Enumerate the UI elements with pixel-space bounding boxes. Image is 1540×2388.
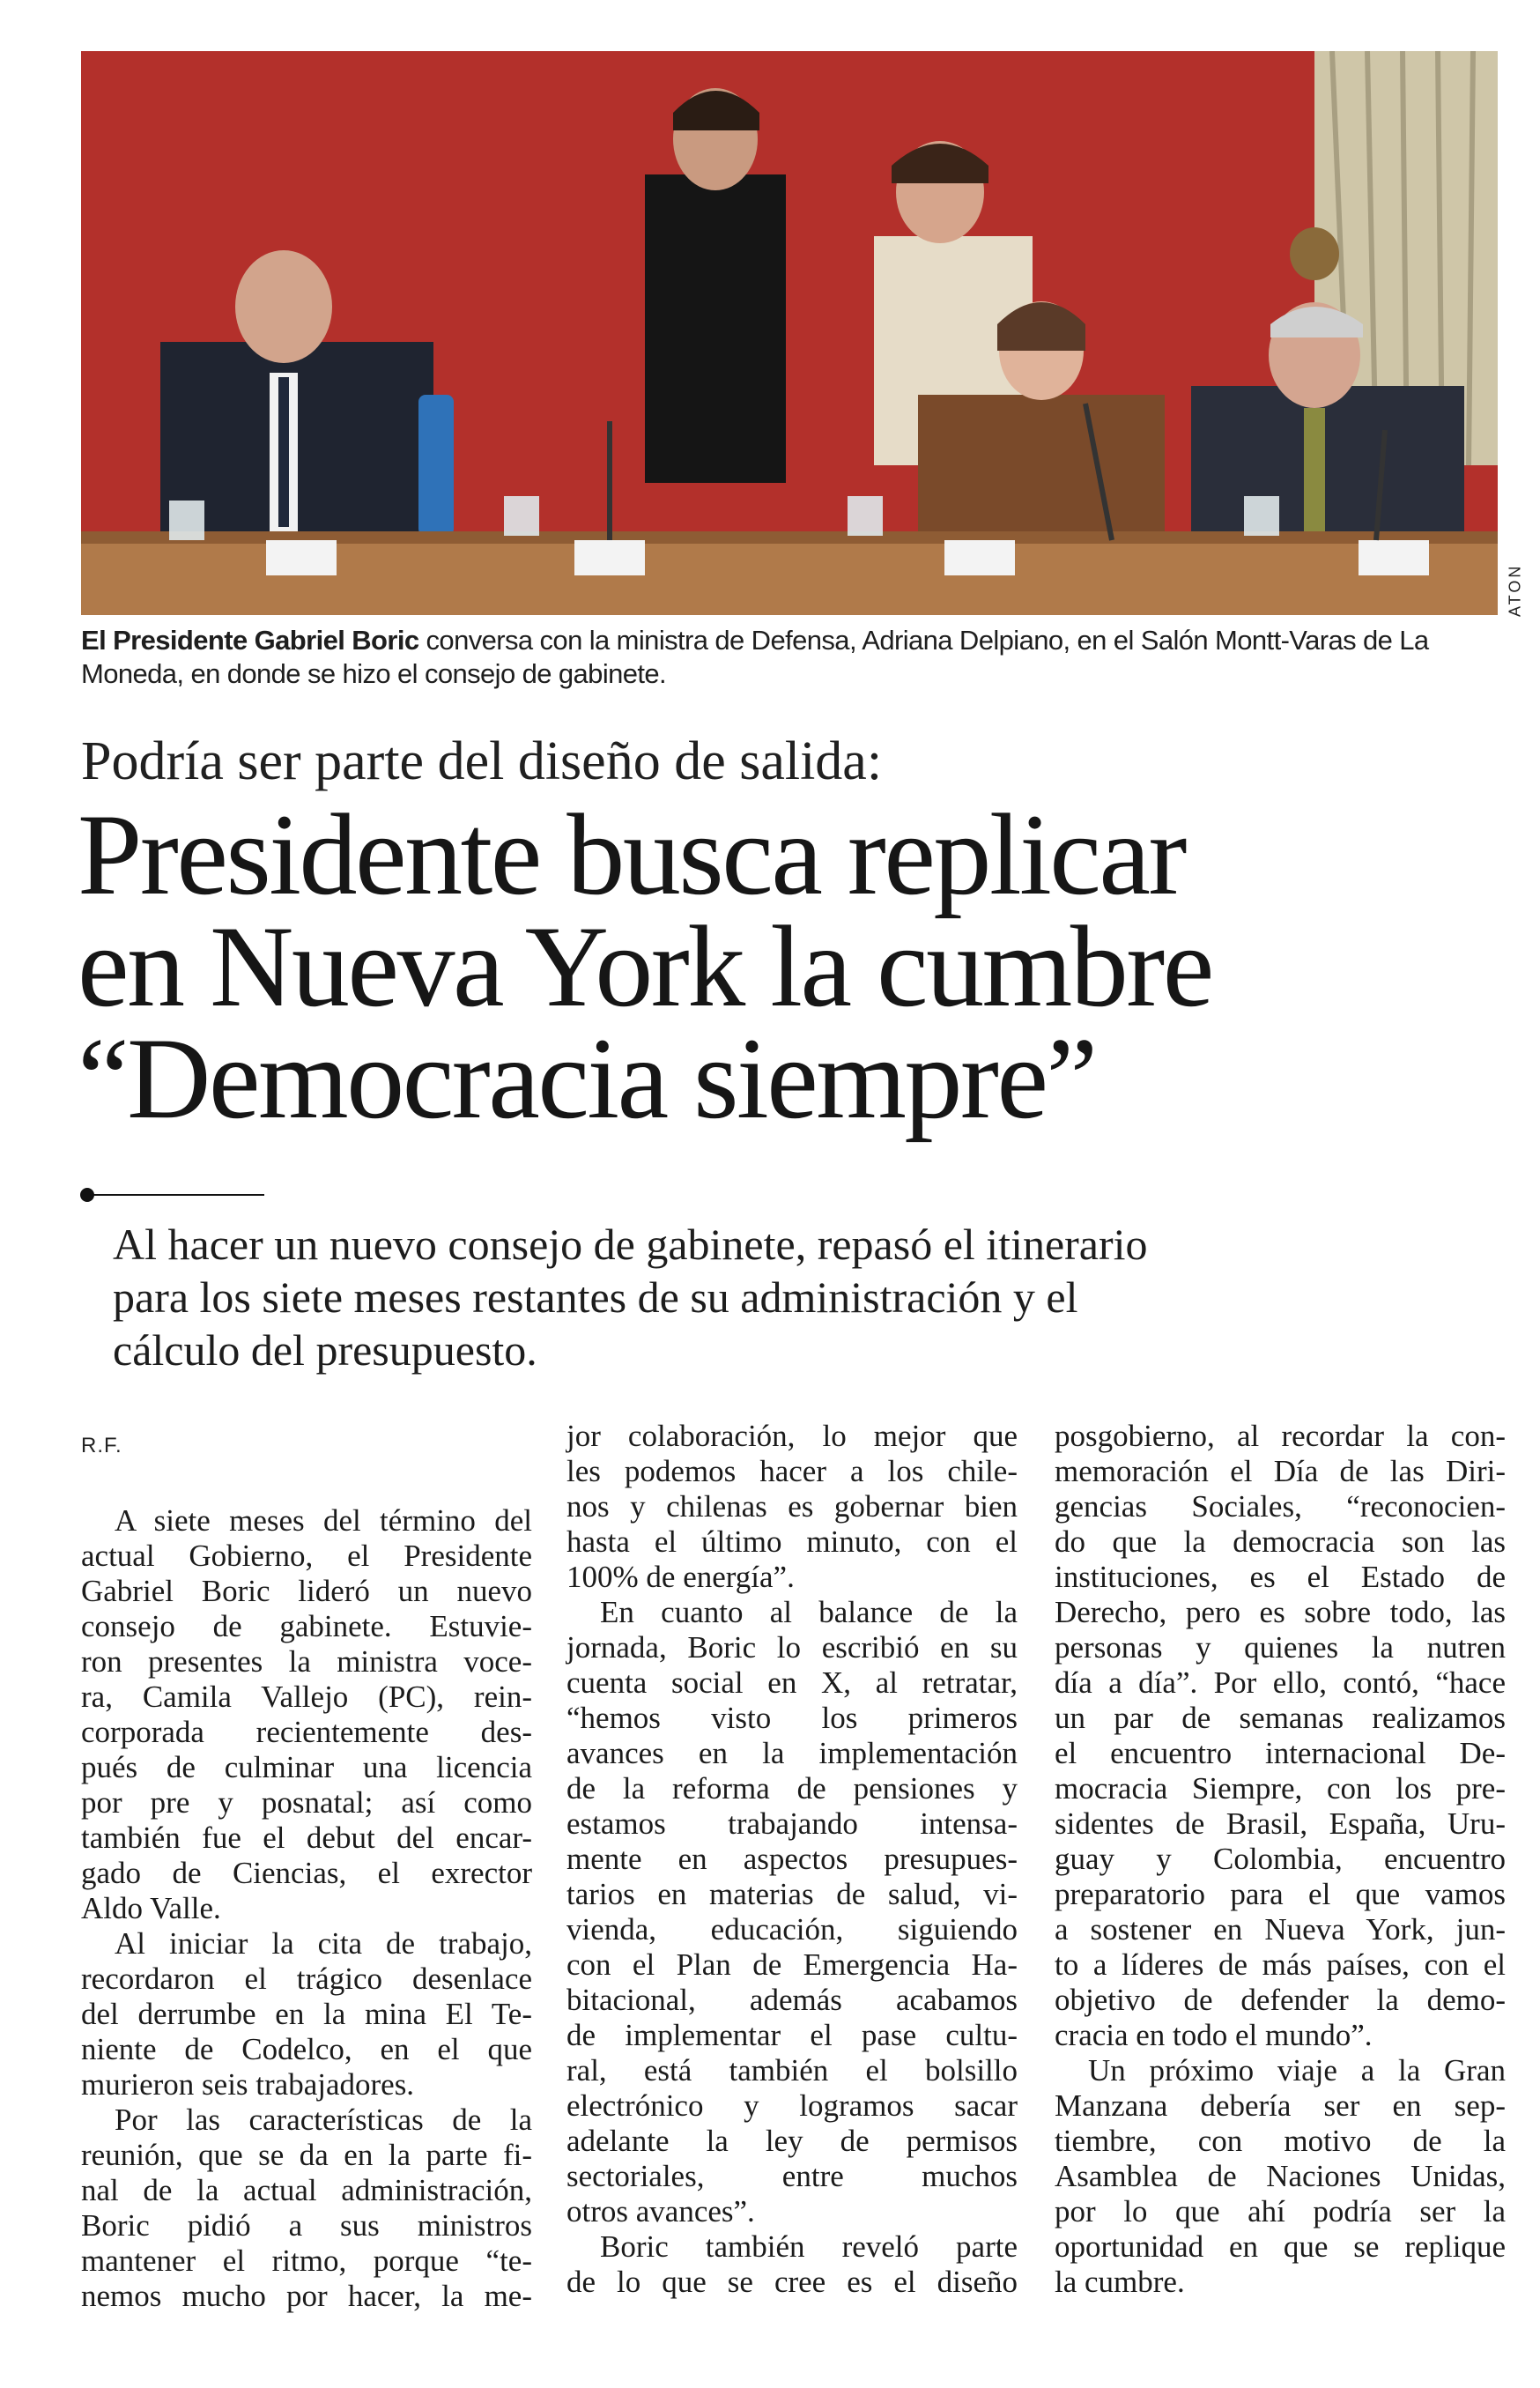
text-line: vienda, educación, siguiendo (566, 1912, 1018, 1947)
text-line: corporada recientemente des- (81, 1715, 532, 1749)
text-line: Aldo Valle. (81, 1891, 221, 1925)
text-line: do que la democracia son las (1055, 1524, 1506, 1559)
text-line: Boric también reveló parte (600, 2229, 1018, 2264)
text-line: un par de semanas realizamos (1055, 1701, 1506, 1735)
text-line: nemos mucho por hacer, la me- (81, 2279, 532, 2313)
text-line: En cuanto al balance de la (600, 1595, 1018, 1629)
deck-line-2: para los siete meses restantes de su administración y el (113, 1272, 1078, 1322)
text-line: cuenta social en X, al retratar, (566, 1665, 1018, 1700)
body-column-1 (81, 1419, 532, 2314)
text-line: consejo de gabinete. Estuvie- (81, 1609, 532, 1643)
photo-illustration (81, 51, 1498, 615)
text-line: to a líderes de más países, con el (1055, 1947, 1506, 1982)
text-line: tarios en materias de salud, vi- (566, 1877, 1018, 1911)
text-line: sectoriales, entre muchos (566, 2159, 1018, 2193)
headline-line-3: “Democracia siempre” (78, 1013, 1096, 1143)
deck (113, 1218, 1505, 1376)
col1-text (81, 1503, 532, 2314)
text-line: personas y quienes la nutren (1055, 1630, 1506, 1665)
text-line: Un próximo viaje a la Gran (1088, 2053, 1506, 2088)
text-line: “hemos visto los primeros (566, 1701, 1018, 1735)
text-line: tiembre, con motivo de la (1055, 2124, 1506, 2158)
text-line: gencias Sociales, “reconocien- (1055, 1489, 1506, 1524)
text-line: de lo que se cree es el diseño (566, 2265, 1018, 2299)
caption-text: conversa con la ministra de Defensa, Adriana Delpiano, en el Salón Montt-Varas de La Moneda, en donde se hizo el consejo de gabinete. (81, 625, 1429, 689)
cabinet-meeting-photo (81, 51, 1498, 615)
text-line: nal de la actual administración, (81, 2173, 532, 2207)
text-line: ral, está también el bolsillo (566, 2053, 1018, 2088)
photo-caption (81, 624, 1508, 691)
text-line: les podemos hacer a los chile- (566, 1454, 1018, 1488)
text-line: el encuentro internacional De- (1055, 1736, 1506, 1770)
text-line: jor colaboración, lo mejor que (566, 1419, 1018, 1453)
text-line: mantener el ritmo, porque “te- (81, 2243, 532, 2278)
text-line: ron presentes la ministra voce- (81, 1644, 532, 1679)
text-line: A siete meses del término del (115, 1503, 532, 1538)
text-line: Al iniciar la cita de trabajo, (115, 1926, 532, 1961)
kicker: Podría ser parte del diseño de salida: (81, 731, 883, 791)
deck-line-3: cálculo del presupuesto. (113, 1325, 537, 1375)
text-line: día a día”. Por ello, contó, “hace (1055, 1665, 1506, 1700)
text-line: Gabriel Boric lideró un nuevo (81, 1574, 532, 1608)
text-line: Por las características de la (115, 2102, 532, 2137)
text-line: posgobierno, al recordar la con- (1055, 1419, 1506, 1453)
caption-bold: El Presidente Gabriel Boric (81, 625, 419, 656)
text-line: preparatorio para el que vamos (1055, 1877, 1506, 1911)
text-line: reunión, que se da en la parte fi- (81, 2138, 532, 2172)
text-line: avances en la implementación (566, 1736, 1018, 1770)
text-line: de implementar el pase cultu- (566, 2018, 1018, 2052)
text-line: cracia en todo el mundo”. (1055, 2018, 1373, 2052)
body-column-3 (1055, 1419, 1506, 2300)
text-line: de la reforma de pensiones y (566, 1771, 1018, 1806)
text-line: mocracia Siempre, con los pre- (1055, 1771, 1506, 1806)
text-line: Derecho, pero es sobre todo, las (1055, 1595, 1506, 1629)
text-line: oportunidad en que se replique (1055, 2229, 1506, 2264)
text-line: electrónico y logramos sacar (566, 2088, 1018, 2123)
text-line: por pre y posnatal; así como (81, 1785, 532, 1820)
text-line: a sostener en Nueva York, jun- (1055, 1912, 1506, 1947)
text-line: gado de Ciencias, el exrector (81, 1856, 532, 1890)
text-line: Asamblea de Naciones Unidas, (1055, 2159, 1506, 2193)
text-line: instituciones, es el Estado de (1055, 1560, 1506, 1594)
text-line: guay y Colombia, encuentro (1055, 1842, 1506, 1876)
text-line: también fue el debut del encar- (81, 1821, 532, 1855)
text-line: otros avances”. (566, 2194, 755, 2229)
rule-line (88, 1194, 264, 1196)
text-line: ra, Camila Vallejo (PC), rein- (81, 1680, 532, 1714)
text-line: mente en aspectos presupues- (566, 1842, 1018, 1876)
deck-line-1: Al hacer un nuevo consejo de gabinete, repasó el itinerario (113, 1220, 1148, 1269)
text-line: nos y chilenas es gobernar bien (566, 1489, 1018, 1524)
text-line: bitacional, además acabamos (566, 1983, 1018, 2017)
text-line: Manzana debería ser en sep- (1055, 2088, 1506, 2123)
text-line: adelante la ley de permisos (566, 2124, 1018, 2158)
photo-credit: ATON (1506, 563, 1524, 618)
text-line: 100% de energía”. (566, 1560, 795, 1594)
byline: R.F. (81, 1434, 122, 1457)
text-line: estamos trabajando intensa- (566, 1806, 1018, 1841)
text-line: Boric pidió a sus ministros (81, 2208, 532, 2243)
text-line: recordaron el trágico desenlace (81, 1962, 532, 1996)
text-line: hasta el último minuto, con el (566, 1524, 1018, 1559)
text-line: niente de Codelco, en el que (81, 2032, 532, 2066)
text-line: murieron seis trabajadores. (81, 2067, 415, 2102)
text-line: pués de culminar una licencia (81, 1750, 532, 1784)
text-line: por lo que ahí podría ser la (1055, 2194, 1506, 2229)
text-line: del derrumbe en la mina El Te- (81, 1997, 532, 2031)
text-line: la cumbre. (1055, 2265, 1185, 2299)
text-line: sidentes de Brasil, España, Uru- (1055, 1806, 1506, 1841)
text-line: jornada, Boric lo escribió en su (566, 1630, 1018, 1665)
text-line: objetivo de defender la demo- (1055, 1983, 1506, 2017)
headline-line-2: en Nueva York la cumbre (78, 901, 1212, 1031)
text-line: memoración el Día de las Diri- (1055, 1454, 1506, 1488)
text-line: con el Plan de Emergencia Ha- (566, 1947, 1018, 1982)
text-line: actual Gobierno, el Presidente (81, 1539, 532, 1573)
body-column-2 (566, 1419, 1018, 2300)
headline (78, 790, 1522, 1143)
headline-line-1: Presidente busca replicar (78, 790, 1185, 919)
